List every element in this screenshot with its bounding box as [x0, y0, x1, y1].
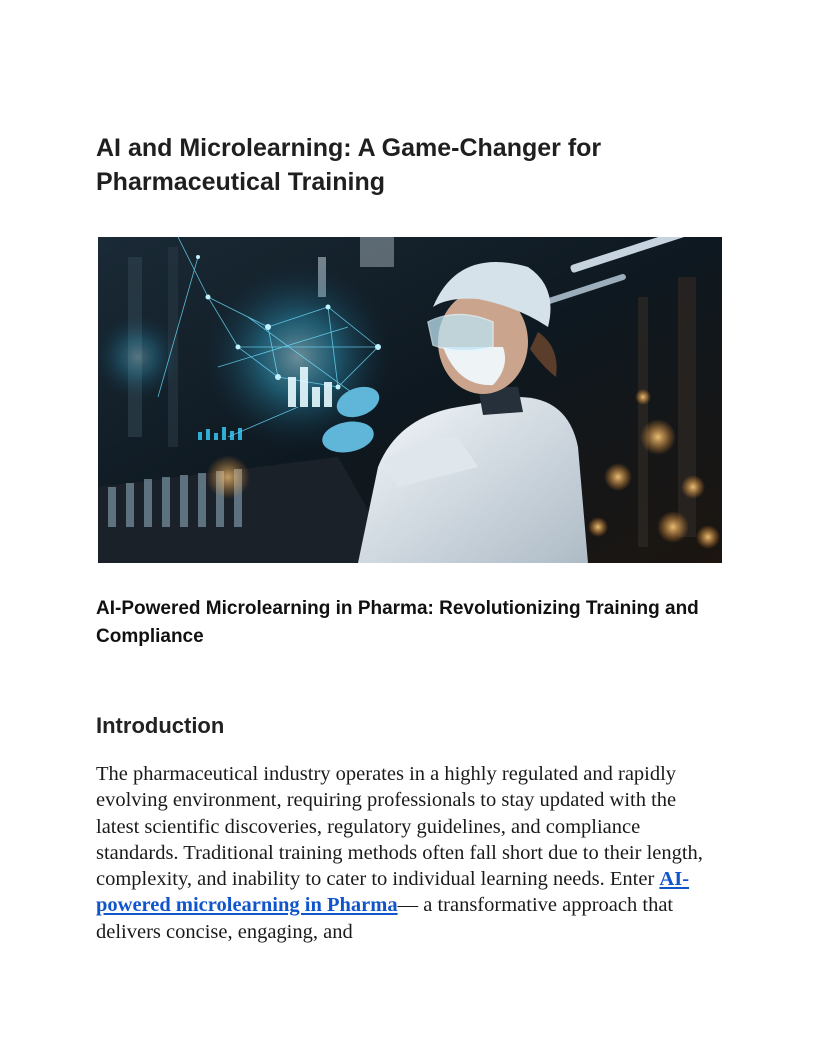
hero-image — [98, 237, 722, 563]
paragraph-text-continued: — a transformative approach that delivers concise, engaging, and — [96, 894, 674, 943]
introduction-paragraph — [96, 761, 724, 945]
article-subtitle: AI-Powered Microlearning in Pharma: Revolutionizing Training and Compliance — [96, 598, 699, 647]
paragraph-text: The pharmaceutical industry operates in a highly regulated and rapidly evolving environment, requiring professionals to stay updated with the latest scientific discoveries, regulatory guidelines, and compliance standards. Traditional training methods often fall short due to their length, complexity, and inability to cater to individual learning needs. Enter — [96, 763, 703, 891]
section-heading-introduction: Introduction — [96, 713, 225, 738]
lab-scientist-hologram-image — [98, 237, 722, 563]
ai-microlearning-link[interactable]: AI-powered microlearning in Pharma — [96, 868, 690, 917]
page-title: AI and Microlearning: A Game-Changer for Pharmaceutical Training — [96, 134, 602, 196]
